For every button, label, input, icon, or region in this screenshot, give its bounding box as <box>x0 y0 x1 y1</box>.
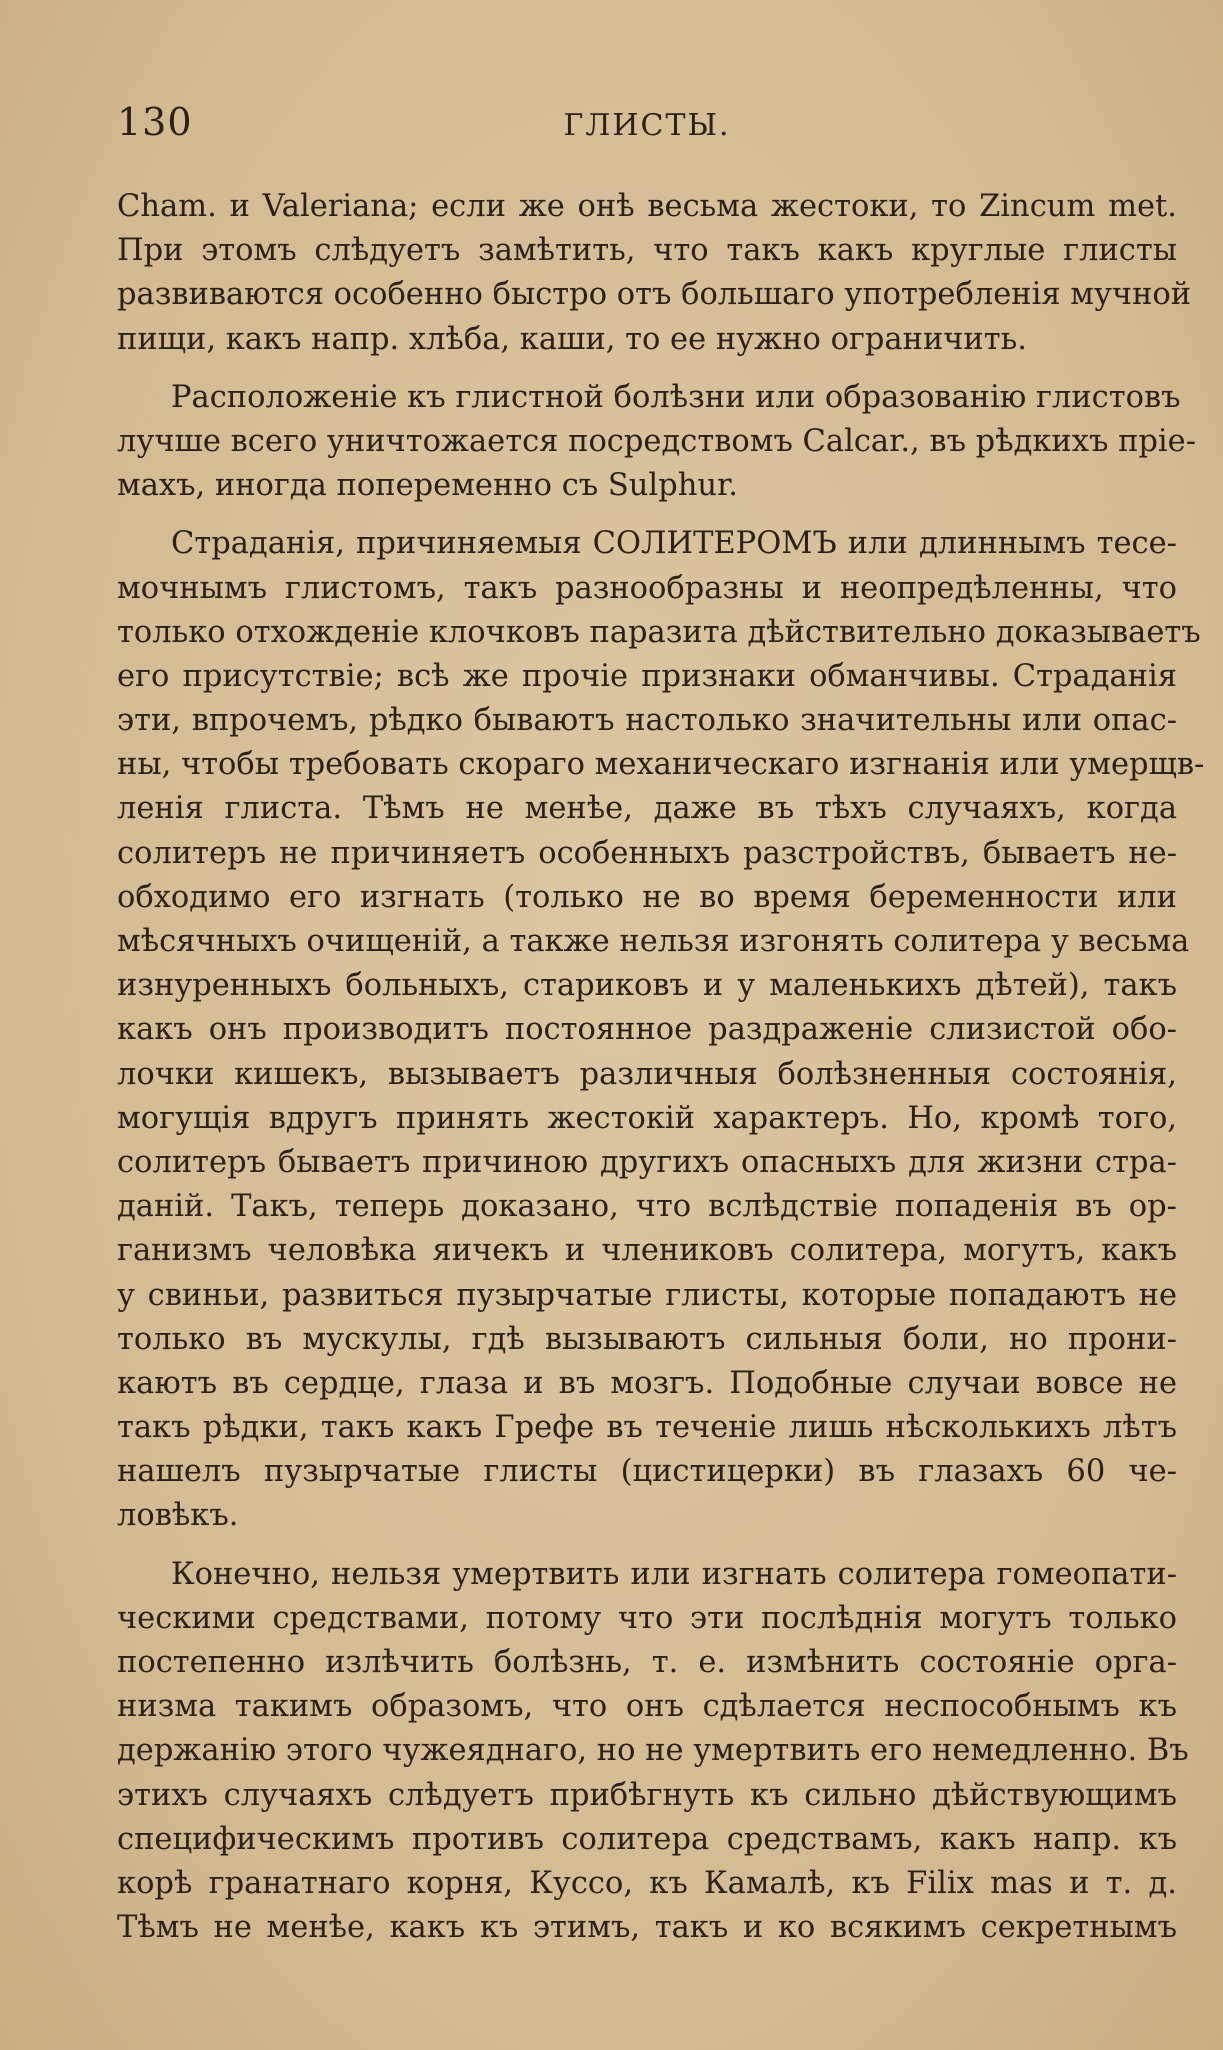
text-line: обходимо его изгнать (только не во время беременности или <box>117 879 1177 915</box>
text-line: могущія вдругъ принять жестокій характеръ. Но, кромѣ того, <box>117 1100 1177 1136</box>
paragraph <box>117 376 1197 509</box>
text-line: только въ мускулы, гдѣ вызываютъ сильныя боли, но прони- <box>117 1321 1177 1357</box>
text-line: его присутствіе; всѣ же прочіе признаки обманчивы. Страданія <box>117 658 1177 694</box>
text-line: ны, чтобы требовать скораго механическаго изгнанія или умерщв- <box>117 747 1205 783</box>
text-line: какъ онъ производитъ постоянное раздраженіе слизистой обо- <box>117 1012 1177 1048</box>
text-line: постепенно излѣчить болѣзнь, т. е. измѣнить состояніе орга- <box>117 1645 1177 1680</box>
text-line: ленія глиста. Тѣмъ не менѣе, даже въ тѣхъ случаяхъ, когда <box>117 791 1177 827</box>
text-line: мочнымъ глистомъ, такъ разнообразны и неопредѣленны, что <box>117 570 1177 606</box>
text-line: мѣсячныхъ очищеній, а также нельзя изгонять солитера у весьма <box>117 924 1190 959</box>
text-line: низма такимъ образомъ, что онъ сдѣлается неспособнымъ къ <box>117 1689 1177 1725</box>
text-line: изнуренныхъ больныхъ, стариковъ и у маленькихъ дѣтей), такъ <box>117 968 1177 1004</box>
text-line: держанію этого чужеяднаго, но не умертвить его немедленно. Въ <box>117 1733 1189 1769</box>
running-head: ГЛИСТЫ. <box>563 108 731 143</box>
text-line: ческими средствами, потому что эти послѣднія могутъ только <box>117 1600 1177 1636</box>
text-line: нашелъ пузырчатые глисты (цистицерки) въ глазахъ 60 че- <box>117 1454 1177 1490</box>
text-line: эти, впрочемъ, рѣдко бываютъ настолько значительны или опас- <box>117 703 1177 739</box>
body-text <box>117 185 1205 1950</box>
text-line: ловѣкъ. <box>117 1498 239 1534</box>
text-line: Cham. и Valeriana; если же онѣ весьма жестоки, то Zincum met. <box>117 189 1177 224</box>
paragraph <box>117 522 1205 1538</box>
text-line: этихъ случаяхъ слѣдуетъ прибѣгнуть къ сильно дѣйствующимъ <box>117 1777 1177 1813</box>
paragraph <box>117 1553 1189 1951</box>
paragraph-gap <box>117 362 1177 376</box>
page-header <box>117 100 1177 150</box>
text-line: Расположеніе къ глистной болѣзни или образованію глистовъ <box>171 379 1181 415</box>
paragraph <box>117 185 1192 362</box>
text-line: у свиньи, развиться пузырчатые глисты, которые попадаютъ не <box>117 1277 1177 1313</box>
text-line: развиваются особенно быстро отъ большаго употребленія мучной <box>117 277 1192 313</box>
text-line: только отхожденіе клочковъ паразита дѣйствительно доказываетъ <box>117 614 1201 650</box>
text-line: корѣ гранатнаго корня, Куссо, къ Камалѣ, къ Filix mas и т. д. <box>117 1865 1177 1901</box>
text-line: лучше всего уничтожается посредствомъ Calcar., въ рѣдкихъ прiе- <box>117 423 1197 459</box>
text-line: лочки кишекъ, вызываетъ различныя болѣзненныя состоянія, <box>117 1056 1177 1092</box>
text-line: каютъ въ сердце, глаза и въ мозгъ. Подобные случаи вовсе не <box>117 1365 1177 1401</box>
text-line: солитеръ не причиняетъ особенныхъ разстройствъ, бываетъ не- <box>117 835 1177 871</box>
paragraph-gap <box>117 508 1177 522</box>
text-line: Страданія, причиняемыя СОЛИТЕРОМЪ или длиннымъ тесе- <box>171 526 1177 562</box>
text-line: ганизмъ человѣка яичекъ и члениковъ солитера, могутъ, какъ <box>117 1233 1177 1269</box>
text-line: даній. Такъ, теперь доказано, что вслѣдствіе попаденія въ ор- <box>117 1189 1177 1225</box>
text-line: махъ, иногда попеременно съ Sulphur. <box>117 468 738 504</box>
text-line: При этомъ слѣдуетъ замѣтить, что такъ какъ круглые глисты <box>117 233 1177 269</box>
page-number: 130 <box>117 100 193 144</box>
text-line: такъ рѣдки, такъ какъ Грефе въ теченіе лишь нѣсколькихъ лѣтъ <box>117 1410 1177 1446</box>
text-line: пищи, какъ напр. хлѣба, каши, то ее нужно ограничить. <box>117 321 1027 357</box>
text-line: Конечно, нельзя умертвить или изгнать солитера гомеопати- <box>171 1556 1177 1592</box>
text-line: специфическимъ противъ солитера средствамъ, какъ напр. къ <box>117 1821 1177 1857</box>
text-line: Тѣмъ не менѣе, какъ къ этимъ, такъ и ко всякимъ секретнымъ <box>117 1910 1177 1946</box>
text-line: солитеръ бываетъ причиною другихъ опасныхъ для жизни стра- <box>117 1144 1177 1180</box>
paragraph-gap <box>117 1539 1177 1553</box>
